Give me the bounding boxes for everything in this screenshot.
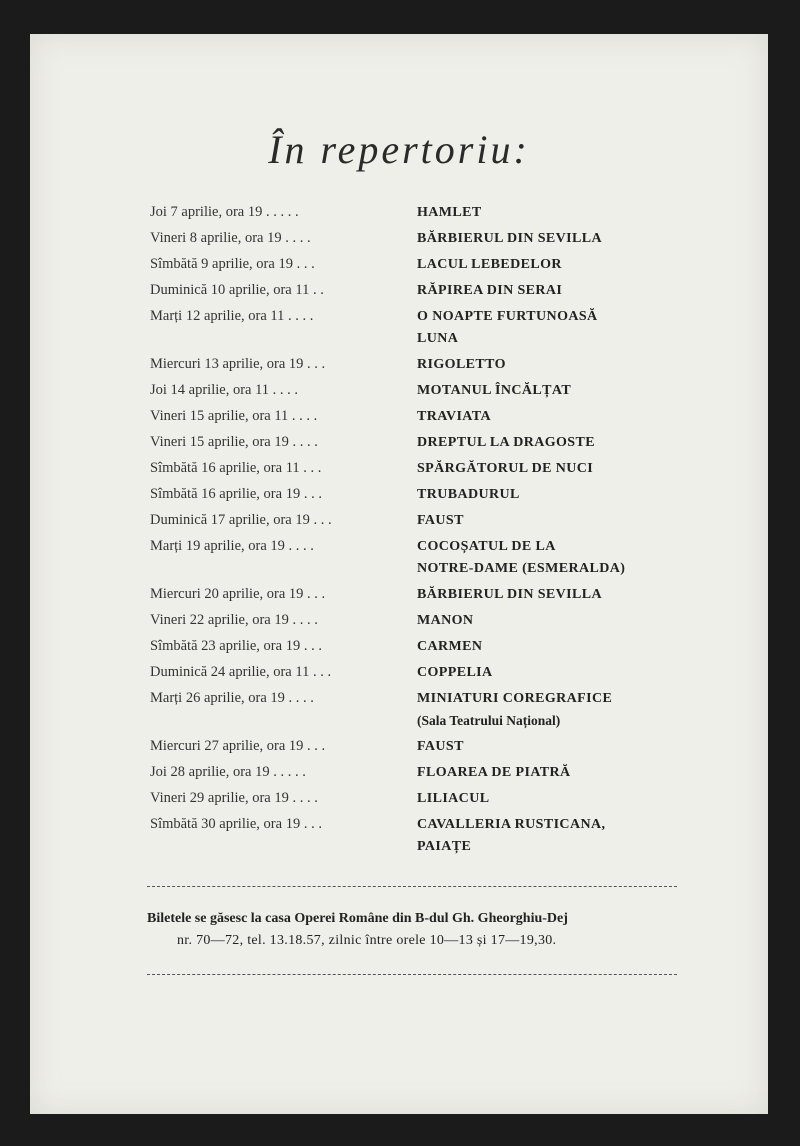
performance-title	[417, 406, 757, 428]
performance-date: Sîmbătă 16 aprilie, ora 19 . . .	[150, 486, 322, 502]
performance-date: Vineri 29 aprilie, ora 19 . . . .	[150, 790, 318, 806]
performance-title-line: FAUST	[417, 739, 464, 754]
performance-date: Joi 28 aprilie, ora 19 . . . . .	[150, 764, 306, 780]
performance-title	[417, 510, 757, 532]
performance-date: Joi 7 aprilie, ora 19 . . . . .	[150, 204, 299, 220]
performance-title	[417, 228, 757, 250]
performance-title	[417, 762, 757, 784]
performance-title	[417, 688, 757, 732]
performance-date: Miercuri 27 aprilie, ora 19 . . .	[150, 738, 326, 754]
performance-date: Duminică 24 aprilie, ora 11 . . .	[150, 664, 332, 680]
performance-title	[417, 380, 757, 402]
performance-title-line: MINIATURI COREGRAFICE	[417, 691, 613, 706]
performance-title-line: RĂPIREA DIN SERAI	[417, 283, 563, 298]
performance-date: Sîmbătă 30 aprilie, ora 19 . . .	[150, 816, 322, 832]
performance-title-line: MOTANUL ÎNCĂLȚAT	[417, 383, 572, 398]
performance-title-line: TRAVIATA	[417, 409, 491, 424]
program-page	[30, 34, 768, 1114]
ticket-info-line-2: nr. 70—72, tel. 13.18.57, zilnic între orele 10—13 și 17—19,30.	[177, 933, 557, 948]
performance-title	[417, 662, 757, 684]
performance-title	[417, 610, 757, 632]
performance-date: Marți 26 aprilie, ora 19 . . . .	[150, 690, 314, 706]
divider-top	[147, 886, 677, 887]
performance-title-line: FAUST	[417, 513, 464, 528]
performance-title	[417, 254, 757, 276]
performance-title-line: LACUL LEBEDELOR	[417, 257, 562, 272]
performance-title-line: COCOȘATUL DE LA	[417, 539, 556, 554]
performance-title	[417, 788, 757, 810]
performance-date: Vineri 15 aprilie, ora 11 . . . .	[150, 408, 318, 424]
performance-title-line: RIGOLETTO	[417, 357, 506, 372]
performance-title-line: O NOAPTE FURTUNOASĂ	[417, 309, 598, 324]
performance-title-line: HAMLET	[417, 205, 482, 220]
performance-title-line: SPĂRGĂTORUL DE NUCI	[417, 461, 594, 476]
performance-title-line: BĂRBIERUL DIN SEVILLA	[417, 231, 603, 246]
performance-title	[417, 432, 757, 454]
performance-title	[417, 636, 757, 658]
performance-date: Vineri 8 aprilie, ora 19 . . . .	[150, 230, 311, 246]
performance-title-line: MANON	[417, 613, 474, 628]
divider-bottom	[147, 974, 677, 975]
performance-title	[417, 814, 757, 858]
performance-date: Sîmbătă 9 aprilie, ora 19 . . .	[150, 256, 315, 272]
performance-title-line: NOTRE-DAME (ESMERALDA)	[417, 561, 626, 576]
performance-date: Marți 19 aprilie, ora 19 . . . .	[150, 538, 314, 554]
performance-date: Vineri 22 aprilie, ora 19 . . . .	[150, 612, 318, 628]
performance-title-line: PAIAȚE	[417, 839, 472, 854]
ticket-info-line-1: Biletele se găsesc la casa Operei Române din B-dul Gh. Gheorghiu-Dej	[147, 911, 568, 926]
performance-title	[417, 280, 757, 302]
page-title: În repertoriu:	[268, 127, 530, 172]
performance-title	[417, 354, 757, 376]
performance-date: Duminică 17 aprilie, ora 19 . . .	[150, 512, 332, 528]
performance-date: Marți 12 aprilie, ora 11 . . . .	[150, 308, 314, 324]
performance-title-line: TRUBADURUL	[417, 487, 520, 502]
performance-date: Vineri 15 aprilie, ora 19 . . . .	[150, 434, 318, 450]
performance-date: Joi 14 aprilie, ora 11 . . . .	[150, 382, 299, 398]
ticket-info	[147, 908, 707, 952]
performance-title-line: BĂRBIERUL DIN SEVILLA	[417, 587, 603, 602]
performance-title-line: LILIACUL	[417, 791, 490, 806]
performance-title-line: DREPTUL LA DRAGOSTE	[417, 435, 595, 450]
performance-title	[417, 484, 757, 506]
performance-title	[417, 536, 757, 580]
performance-date: Sîmbătă 23 aprilie, ora 19 . . .	[150, 638, 322, 654]
performance-title-line: LUNA	[417, 331, 459, 346]
performance-date: Miercuri 20 aprilie, ora 19 . . .	[150, 586, 326, 602]
performance-title	[417, 736, 757, 758]
performance-title-line: CAVALLERIA RUSTICANA,	[417, 817, 606, 832]
performance-title-line: (Sala Teatrului Național)	[417, 713, 561, 728]
performance-date: Miercuri 13 aprilie, ora 19 . . .	[150, 356, 326, 372]
performance-title	[417, 202, 757, 224]
performance-date: Duminică 10 aprilie, ora 11 . .	[150, 282, 324, 298]
performance-title-line: FLOAREA DE PIATRĂ	[417, 765, 571, 780]
performance-date: Sîmbătă 16 aprilie, ora 11 . . .	[150, 460, 322, 476]
performance-title	[417, 584, 757, 606]
performance-title-line: COPPELIA	[417, 665, 493, 680]
performance-title	[417, 458, 757, 480]
performance-title	[417, 306, 757, 350]
performance-title-line: CARMEN	[417, 639, 483, 654]
